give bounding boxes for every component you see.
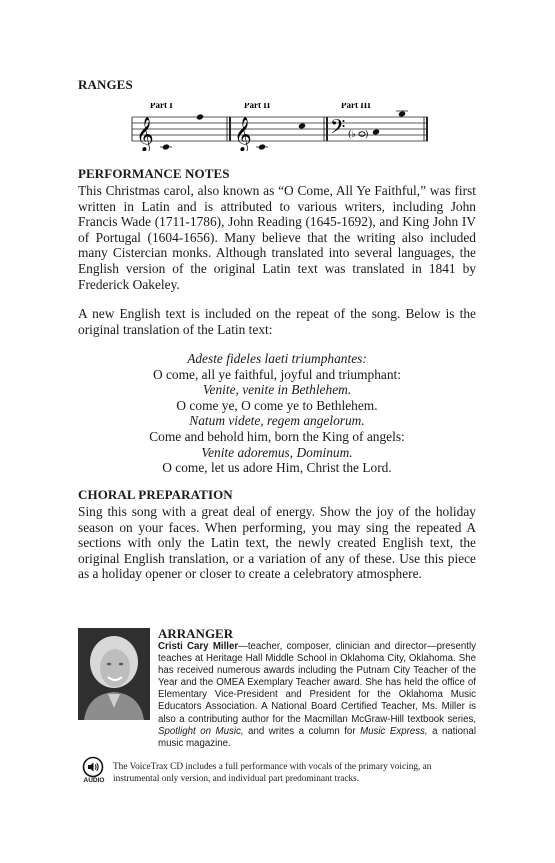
poem-line: O come, let us adore Him, Christ the Lord. [162, 460, 392, 476]
svg-text:(♭: (♭ [348, 130, 356, 140]
staff-lines [132, 117, 428, 141]
performance-paragraph-2: A new English text is included on the repeat of the song. Below is the original translation of the Latin text: [78, 306, 476, 337]
poem-line: Adeste fideles laeti triumphantes: [187, 351, 367, 366]
poem-line: Venite, venite in Bethlehem. [202, 382, 352, 398]
audio-note: The VoiceTrax CD includes a full performance with vocals of the primary voicing, an instrumental only version, and individual part predominant tracks. [113, 762, 432, 784]
ranges-heading: RANGES [78, 77, 133, 92]
latin-translation [78, 351, 476, 476]
treble-clef-icon: 𝄞 [234, 117, 252, 151]
part-label-2: Part II [244, 103, 271, 110]
bio-text-italic: Spotlight on Music, [158, 725, 244, 737]
part-label-1: Part I [150, 103, 173, 110]
arranger-name: Cristi Cary Miller [158, 641, 239, 652]
poem-line: Natum videte, regem angelorum. [189, 413, 365, 429]
performance-heading: PERFORMANCE NOTES [78, 166, 230, 181]
bio-text-italic: Music Express, [360, 725, 428, 737]
arranger-heading: ARRANGER [158, 626, 234, 641]
bass-clef-icon: 𝄢 [330, 115, 346, 143]
ranges-staff [130, 103, 432, 151]
choral-heading: CHORAL PREPARATION [78, 487, 233, 502]
bio-text: and writes a column for [243, 725, 361, 737]
audio-icon [82, 756, 104, 786]
svg-text:): ) [365, 130, 369, 140]
bio-text: —teacher, composer, clinician and director—presently teaches at Heritage Hall Middle School in Oklahoma City, Oklahoma. She has received numerous awards including the Putnam City Teacher of the Year and the OMEA Exemplary Teacher award. She has held the office of Elementary Vice-President and President for the Oklahoma Music Educators Association. A National Board Certified Teacher, Ms. Miller is also a contributing author for the Macmillan McGraw-Hill textbook series, [158, 641, 476, 725]
arranger-bio [158, 641, 476, 750]
part-1-notes [160, 113, 204, 150]
choral-paragraph: Sing this song with a great deal of energy. Show the joy of the holiday season on your faces. When performing, you may sing the repeated A sections with only the Latin text, the newly created English text, the original English translation, or a variation of any of these. Use this piece as a holiday opener or closer to create a celebratory atmosphere. [78, 504, 476, 582]
poem-line: O come, all ye faithful, joyful and triumphant: [152, 366, 402, 382]
part-2-notes [256, 122, 306, 150]
bio-text: a national music magazine. [158, 725, 476, 749]
poem-line: Come and behold him, born the King of angels: [149, 428, 405, 444]
part-labels [150, 103, 371, 110]
performance-paragraph-1: This Christmas carol, also known as “O Come, All Ye Faithful,” was first written in Latin and is attributed to various writers, including John Francis Wade (1711-1786), John Reading (1645-1692), and King John IV of Portugal (1604-1656). Many believe that the writing also included many Cistercian monks. Although translated into several languages, the English version of the original Latin text was translated in 1841 by Frederick Oakeley. [78, 183, 476, 292]
part-3-notes [348, 110, 408, 140]
poem-line: Venite adoremus, Dominum. [201, 444, 353, 460]
arranger-photo [78, 628, 150, 720]
poem-line: O come ye, O come ye to Bethlehem. [176, 397, 378, 413]
part-label-3: Part III [341, 103, 371, 110]
treble-clef-icon: 𝄞 [136, 117, 154, 151]
audio-icon-label: AUDIO [83, 777, 105, 784]
